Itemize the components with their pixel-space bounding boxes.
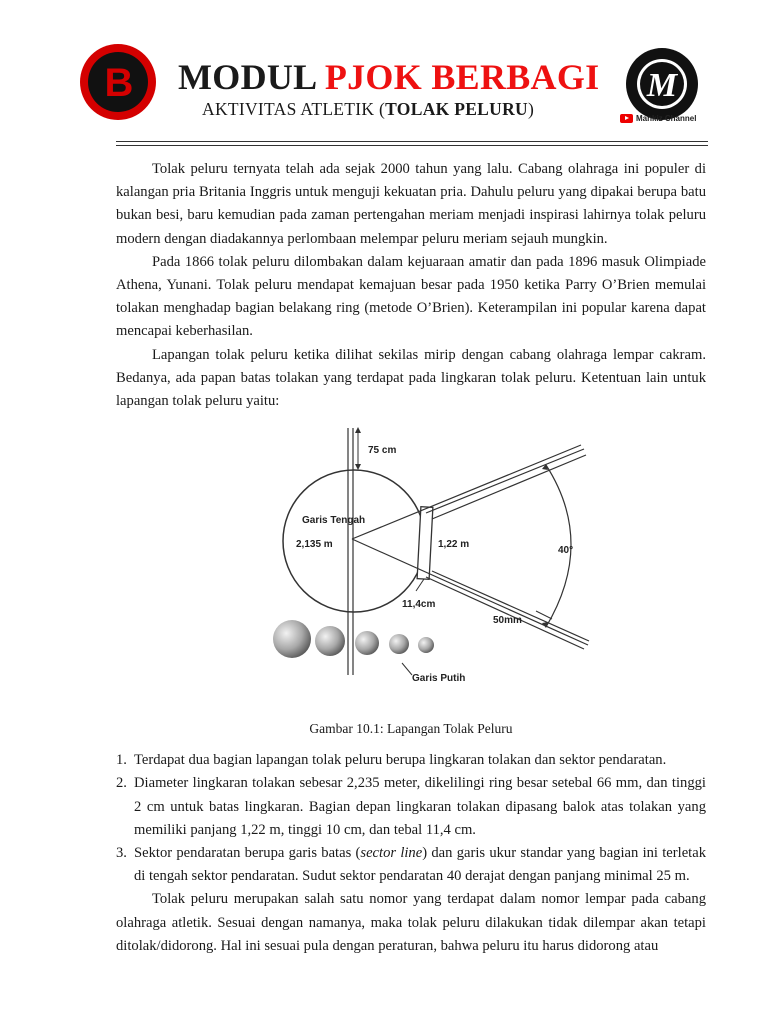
header-divider-top xyxy=(116,141,708,142)
list-item: 1. Terdapat dua bagian lapangan tolak peluru berupa lingkaran tolakan dan sektor pendaratan. xyxy=(116,752,667,769)
diagram-svg xyxy=(116,423,706,713)
svg-text:40°: 40° xyxy=(558,545,574,557)
closing-paragraph: Tolak peluru merupakan salah satu nomor yang terdapat dalam nomor lempar pada cabang olahraga atletik. Sesuai dengan namanya, maka tolak peluru dilakukan tidak dilempar akan tetapi ditolak/didorong. Hal ini sesuai pula dengan peraturan, bahwa peluru itu harus didorong atau xyxy=(116,891,706,954)
requirements-list xyxy=(116,749,706,888)
mankiz-logo xyxy=(624,46,700,122)
shot-ball xyxy=(273,620,311,658)
svg-text:B: B xyxy=(104,61,134,105)
svg-text:75 cm: 75 cm xyxy=(368,445,397,457)
shot-put-field-diagram xyxy=(116,423,706,713)
youtube-icon xyxy=(620,114,633,123)
shot-ball xyxy=(418,637,434,653)
svg-text:Garis Putih: Garis Putih xyxy=(412,673,466,685)
document-body xyxy=(116,158,706,958)
svg-text:1,22 m: 1,22 m xyxy=(438,539,470,551)
list-item: 2. Diameter lingkaran tolakan sebesar 2,235 meter, dikelilingi ring besar setebal 66 mm, dan tinggi 2 cm untuk batas lingkaran. Bagian depan lingkaran tolakan dipasang balok atas tolakan yang memiliki panjang 1,22 m, tinggi 10 cm, dan tebal 11,4 cm. xyxy=(116,775,706,838)
header-divider-bottom xyxy=(116,145,708,146)
paragraph: Tolak peluru ternyata telah ada sejak 2000 tahun yang lalu. Cabang olahraga ini populer di kalangan pria Britania Inggris untuk menguji kekuatan pria. Dahulu peluru yang dipakai berupa batu bukan besi, baru kemudian pada zaman pertengahan meriam menjadi inspirasi lahirnya tolak peluru modern dengan diadakannya perlombaan melempar peluru meriam sejauh mungkin. xyxy=(116,161,706,247)
svg-text:50mm: 50mm xyxy=(493,615,522,627)
shot-ball xyxy=(355,631,379,655)
list-item: 3. Sektor pendaratan berupa garis batas (sector line) dan garis ukur standar yang bagian ini terletak di tengah sektor pendaratan. Sudut sektor pendaratan 40 derajat dengan panjang minimal 25 m. xyxy=(116,845,706,885)
channel-badge: Mankiz Channel xyxy=(620,114,696,123)
paragraph: Lapangan tolak peluru ketika dilihat sekilas mirip dengan cabang olahraga lempar cakram. Bedanya, ada papan batas tolakan yang terdapat pada lingkaran tolak peluru. Ketentuan lain untuk lapangan tolak peluru yaitu: xyxy=(116,346,706,410)
shot-ball xyxy=(315,626,345,656)
paragraph: Pada 1866 tolak peluru dilombakan dalam kejuaraan amatir dan pada 1896 masuk Olimpiade Athena, Yunani. Tolak peluru mendapat kemajuan besar pada 1950 ketika Parry O’Brien memulai tolakan menghadap bagian belakang ring (metode O’Brien). Keterampilan ini popular karena dapat mencapai keberhasilan. xyxy=(116,253,706,340)
svg-text:Garis Tengah: Garis Tengah xyxy=(302,515,366,527)
shot-ball xyxy=(389,634,409,654)
svg-text:11,4cm: 11,4cm xyxy=(402,599,436,611)
berbagi-logo xyxy=(78,42,158,122)
figure-caption: Gambar 10.1: Lapangan Tolak Peluru xyxy=(309,721,513,737)
svg-text:2,135 m: 2,135 m xyxy=(296,539,333,551)
svg-text:M: M xyxy=(646,67,678,104)
page-title: MODUL PJOK BERBAGI xyxy=(178,57,600,97)
page-header xyxy=(0,0,768,146)
page-subtitle: AKTIVITAS ATLETIK (TOLAK PELURU) xyxy=(202,99,535,119)
